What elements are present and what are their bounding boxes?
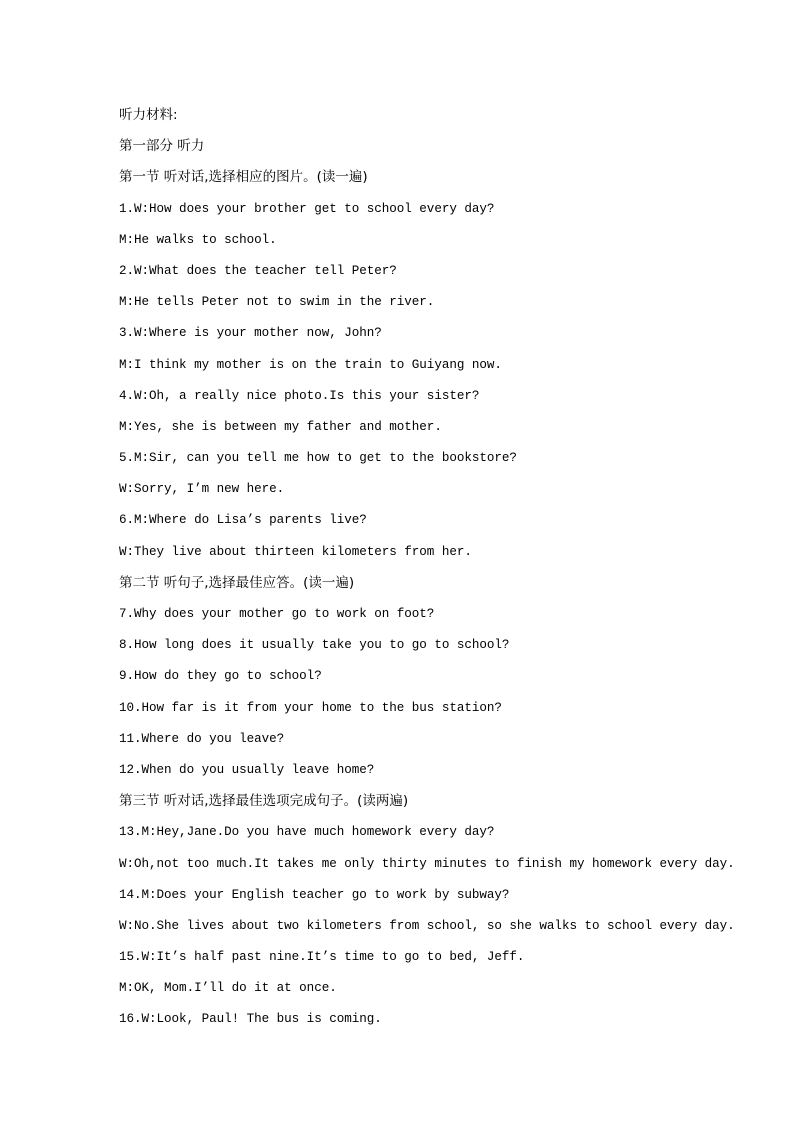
dialogue-line: 2.W:What does the teacher tell Peter?	[119, 263, 397, 278]
section-heading: 第二节 听句子,选择最佳应答。(读一遍)	[119, 574, 355, 591]
dialogue-line: 3.W:Where is your mother now, John?	[119, 326, 382, 341]
dialogue-line: M:He walks to school.	[119, 232, 277, 247]
question-line: 10.How far is it from your home to the bus station?	[119, 700, 502, 715]
question-line: 12.When do you usually leave home?	[119, 762, 375, 777]
part-heading: 第一部分 听力	[119, 138, 205, 155]
dialogue-line: M:He tells Peter not to swim in the river.	[119, 295, 435, 310]
dialogue-line: M:OK, Mom.I’ll do it at once.	[119, 981, 337, 996]
dialogue-line: 15.W:It’s half past nine.It’s time to go to bed, Jeff.	[119, 950, 525, 965]
dialogue-line: 1.W:How does your brother get to school every day?	[119, 201, 495, 216]
dialogue-line: W:Sorry, I’m new here.	[119, 482, 285, 497]
question-line: 11.Where do you leave?	[119, 731, 285, 746]
section-heading: 第三节 听对话,选择最佳选项完成句子。(读两遍)	[119, 793, 409, 810]
dialogue-line: 13.M:Hey,Jane.Do you have much homework every day?	[119, 825, 495, 840]
dialogue-line: W:Oh,not too much.It takes me only thirty minutes to finish my homework every day.	[119, 856, 735, 871]
listening-script	[119, 100, 735, 1036]
section-heading: 第一节 听对话,选择相应的图片。(读一遍)	[119, 169, 368, 186]
dialogue-line: 14.M:Does your English teacher go to work by subway?	[119, 887, 510, 902]
dialogue-line: 6.M:Where do Lisa’s parents live?	[119, 513, 367, 528]
dialogue-line: W:No.She lives about two kilometers from school, so she walks to school every day.	[119, 918, 735, 933]
dialogue-line: M:Yes, she is between my father and mother.	[119, 419, 442, 434]
dialogue-line: 5.M:Sir, can you tell me how to get to the bookstore?	[119, 451, 517, 466]
doc-title: 听力材料:	[119, 107, 178, 123]
dialogue-line: 4.W:Oh, a really nice photo.Is this your sister?	[119, 388, 480, 403]
question-line: 9.How do they go to school?	[119, 669, 322, 684]
dialogue-line: M:I think my mother is on the train to Guiyang now.	[119, 357, 502, 372]
question-line: 8.How long does it usually take you to go to school?	[119, 638, 510, 653]
question-line: 7.Why does your mother go to work on foot?	[119, 607, 435, 621]
dialogue-line: W:They live about thirteen kilometers from her.	[119, 544, 472, 559]
dialogue-line: 16.W:Look, Paul! The bus is coming.	[119, 1012, 382, 1027]
